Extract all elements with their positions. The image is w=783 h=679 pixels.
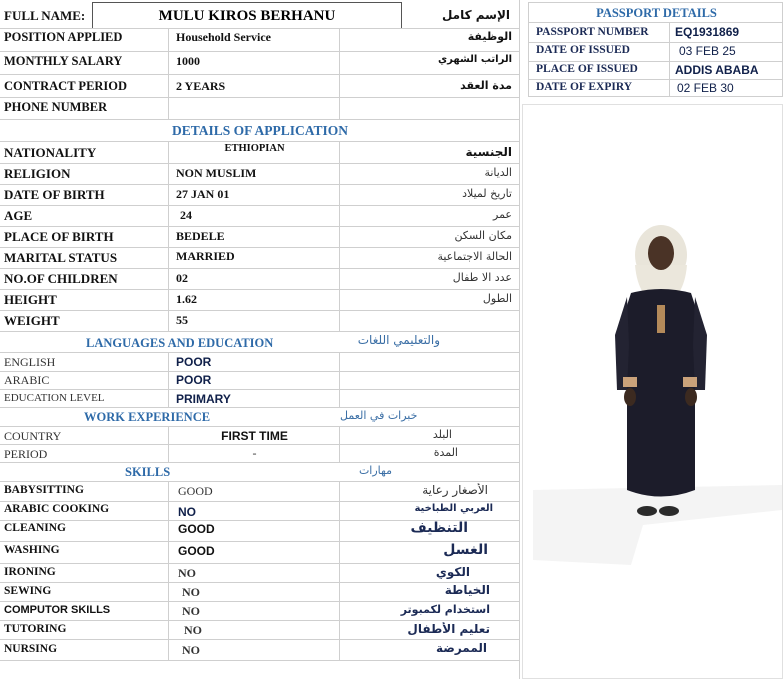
marital-label: MARITAL STATUS [4, 250, 118, 265]
salary-label: MONTHLY SALARY [4, 54, 123, 68]
religion-arabic: الديانة [484, 166, 512, 179]
work-title-arabic: خبرات في العمل [340, 409, 418, 422]
arabic-cooking-value: NO [178, 505, 196, 519]
children-label: NO.OF CHILDREN [4, 271, 118, 286]
arabic-label: ARABIC [4, 373, 50, 387]
period-label: PERIOD [4, 447, 48, 461]
height-label: HEIGHT [4, 292, 57, 307]
children-value: 02 [176, 271, 188, 285]
dob-label: DATE OF BIRTH [4, 187, 105, 202]
sewing-arabic: الخياطة [444, 583, 490, 597]
details-title: DETAILS OF APPLICATION [171, 123, 349, 138]
period-arabic: المدة [433, 446, 458, 459]
salary-value: 1000 [176, 54, 200, 68]
weight-label: WEIGHT [4, 313, 60, 328]
nationality-arabic: الجنسية [465, 145, 512, 159]
washing-label: WASHING [4, 544, 60, 556]
full-name-arabic: الإسم كامل [441, 8, 510, 22]
position-label: POSITION APPLIED [4, 30, 123, 44]
contract-value: 2 YEARS [176, 79, 226, 93]
skills-title-arabic: مهارات [358, 464, 392, 477]
sewing-value: NO [182, 585, 200, 599]
salary-arabic: الراتب الشهري [438, 54, 512, 65]
arabic-cooking-arabic: العربي الطباخية [414, 503, 493, 514]
weight-value: 55 [176, 313, 188, 327]
babysitting-value: GOOD [178, 484, 213, 498]
contract-arabic: مدة العقد [460, 79, 512, 92]
period-value: - [252, 446, 257, 460]
religion-value: NON MUSLIM [176, 166, 257, 180]
position-value: Household Service [176, 30, 271, 44]
age-arabic: عمر [493, 208, 512, 221]
height-value: 1.62 [176, 292, 197, 306]
date-issued-label: DATE OF ISSUED [536, 44, 630, 56]
computer-value: NO [182, 604, 200, 618]
english-label: ENGLISH [4, 355, 56, 369]
computer-arabic: استخدام لكمبوتر [400, 603, 490, 616]
education-label: EDUCATION LEVEL [4, 392, 105, 404]
place-issued-label: PLACE OF ISSUED [536, 63, 638, 75]
sewing-label: SEWING [4, 585, 52, 597]
date-issued-value: 03 FEB 25 [679, 44, 736, 58]
tutoring-value: NO [184, 623, 202, 637]
languages-title: LANGUAGES AND EDUCATION [86, 336, 274, 350]
pob-value: BEDELE [176, 229, 225, 243]
contract-label: CONTRACT PERIOD [4, 79, 128, 93]
work-title: WORK EXPERIENCE [84, 410, 211, 424]
dob-value: 27 JAN 01 [176, 187, 230, 201]
washing-value: GOOD [178, 544, 215, 558]
position-arabic: الوظيفة [467, 30, 512, 43]
phone-label: PHONE NUMBER [4, 100, 108, 114]
passport-title: PASSPORT DETAILS [529, 3, 783, 23]
children-arabic: عدد الا طفال [452, 271, 512, 284]
passport-number-value: EQ1931869 [675, 25, 740, 39]
cleaning-value: GOOD [178, 522, 215, 536]
english-value: POOR [176, 355, 212, 369]
nursing-label: NURSING [4, 643, 58, 655]
ironing-value: NO [178, 566, 196, 580]
marital-arabic: الحالة الاجتماعية [437, 250, 512, 263]
passport-details-table [528, 2, 783, 97]
country-arabic: البلد [432, 428, 452, 441]
computer-label: COMPUTOR SKILLS [4, 604, 111, 616]
nationality-value: ETHIOPIAN [224, 143, 285, 154]
babysitting-label: BABYSITTING [4, 484, 84, 496]
nationality-label: NATIONALITY [4, 145, 97, 160]
expiry-label: DATE OF EXPIRY [536, 81, 633, 93]
age-value: 24 [180, 208, 192, 222]
age-label: AGE [4, 208, 33, 223]
country-label: COUNTRY [4, 429, 62, 443]
nursing-value: NO [182, 643, 200, 657]
nursing-arabic: الممرضة [435, 641, 487, 655]
religion-label: RELIGION [4, 166, 71, 181]
marital-value: MARRIED [176, 249, 235, 263]
cleaning-arabic: التنظيف [410, 520, 468, 536]
skills-title: SKILLS [125, 465, 171, 479]
arabic-value: POOR [176, 373, 212, 387]
cleaning-label: CLEANING [4, 522, 66, 534]
pob-arabic: مكان السكن [454, 229, 512, 242]
washing-arabic: الغسل [443, 542, 488, 558]
tutoring-label: TUTORING [4, 623, 67, 635]
applicant-photo [522, 104, 783, 679]
languages-title-arabic: والتعليمي اللغات [357, 333, 440, 347]
ironing-arabic: الكوي [435, 565, 470, 579]
dob-arabic: تاريخ لميلاد [462, 187, 512, 200]
height-arabic: الطول [482, 292, 512, 305]
passport-number-label: PASSPORT NUMBER [536, 26, 649, 38]
person-photo-icon [523, 105, 782, 678]
pob-label: PLACE OF BIRTH [4, 229, 114, 244]
tutoring-arabic: تعليم الأطفال [407, 622, 490, 636]
education-value: PRIMARY [176, 392, 231, 406]
full-name-label: FULL NAME: [4, 8, 86, 23]
place-issued-value: ADDIS ABABA [675, 63, 759, 77]
full-name-value: MULU KIROS BERHANU [92, 2, 402, 29]
country-value: FIRST TIME [221, 429, 288, 443]
expiry-value: 02 FEB 30 [677, 81, 734, 95]
arabic-cooking-label: ARABIC COOKING [4, 503, 110, 515]
babysitting-arabic: الأصغار رعاية [422, 483, 488, 497]
ironing-label: IRONING [4, 566, 56, 578]
